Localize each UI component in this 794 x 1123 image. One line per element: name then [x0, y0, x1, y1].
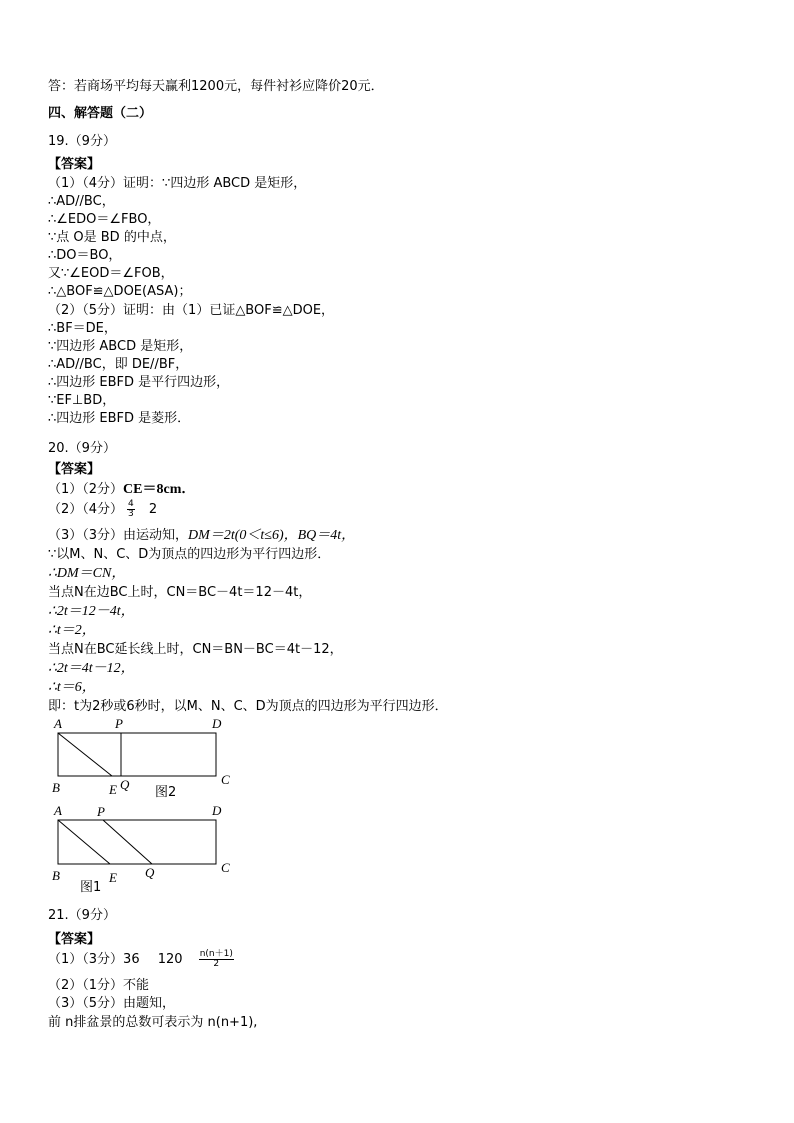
figure-1-caption: 图1	[80, 880, 102, 895]
q20-line-3-prefix: （3）（3分）由运动知，	[48, 528, 189, 543]
q20-line-10: ∴2t＝4t－12，	[48, 661, 135, 676]
segment-ae	[58, 820, 110, 864]
label-a: A	[54, 803, 62, 818]
q19-line-7: ∴△BOF≌△DOE(ASA)；	[48, 284, 192, 299]
q19-line-3: ∴∠EDO＝∠FBO，	[48, 212, 161, 227]
q20-line-1	[48, 482, 195, 498]
q19-answer-label: 【答案】	[48, 157, 101, 172]
q19-line-4: ∵点 O是 BD 的中点，	[48, 230, 176, 245]
label-b: B	[52, 780, 60, 795]
q20-line-2-value: 2	[148, 502, 158, 517]
q19-line-2: ∴AD//BC，	[48, 194, 115, 209]
segment-ae	[58, 733, 112, 776]
label-c: C	[221, 860, 230, 875]
label-b: B	[52, 868, 60, 883]
label-e: E	[109, 782, 117, 797]
figure-2	[40, 714, 240, 804]
q20-line-5: ∴DM＝CN，	[48, 566, 126, 581]
q20-line-2	[48, 500, 157, 520]
q20-line-3-math: DM＝2t(0＜t≤6)，BQ＝4t，	[188, 528, 356, 543]
figure-2-caption: 图2	[155, 785, 177, 800]
q20-line-2-prefix: （2）（4分）	[48, 502, 124, 517]
q21-line-3: （3）（5分）由题知，	[48, 996, 176, 1011]
fraction-denominator: 2	[213, 959, 220, 969]
q20-line-1-math: CE＝8cm．	[123, 482, 196, 497]
answer-18: 答：若商场平均每天赢利1200元，每件衬衫应降价20元．	[48, 79, 384, 94]
figure-1	[40, 802, 240, 898]
q21-line-1-value: 120	[157, 952, 183, 967]
label-q: Q	[120, 777, 130, 792]
q20-line-8: ∴t＝2，	[48, 623, 96, 638]
q20-line-6: 当点N在边BC上时，CN＝BC－4t＝12－4t，	[48, 585, 312, 600]
q20-line-1-prefix: （1）（2分）	[48, 482, 124, 497]
label-q: Q	[145, 865, 155, 880]
q20-line-3	[48, 528, 355, 544]
q19-line-14: ∴四边形 EBFD 是菱形．	[48, 411, 191, 426]
label-d: D	[212, 716, 222, 731]
q21-heading: 21.（9分）	[48, 908, 116, 923]
q21-answer-label: 【答案】	[48, 932, 101, 947]
segment-pq	[103, 820, 152, 864]
q19-heading: 19.（9分）	[48, 134, 116, 149]
q20-line-7: ∴2t＝12－4t，	[48, 604, 135, 619]
q19-line-12: ∴四边形 EBFD 是平行四边形，	[48, 375, 230, 390]
q19-line-11: ∴AD//BC，即 DE//BF，	[48, 357, 189, 372]
label-p: P	[97, 804, 105, 819]
q20-line-12: 即：t为2秒或6秒时，以M、N、C、D为顶点的四边形为平行四边形．	[48, 699, 448, 714]
q20-line-4: ∵以M、N、C、D为顶点的四边形为平行四边形．	[48, 547, 331, 562]
fraction-four-thirds	[127, 500, 135, 519]
q21-line-2: （2）（1分）不能	[48, 978, 150, 993]
q19-line-9: ∴BF＝DE，	[48, 321, 117, 336]
fraction-denominator: 3	[128, 509, 134, 519]
label-e: E	[109, 870, 117, 885]
q20-line-9: 当点N在BC延长线上时，CN＝BN－BC＝4t－12，	[48, 642, 343, 657]
label-a: A	[54, 716, 62, 731]
label-p: P	[115, 716, 123, 731]
q20-answer-label: 【答案】	[48, 462, 101, 477]
q19-line-10: ∵四边形 ABCD 是矩形，	[48, 339, 193, 354]
q21-line-4: 前 n排盆景的总数可表示为 n(n+1),	[48, 1015, 258, 1030]
q19-line-1: （1）（4分）证明：∵四边形 ABCD 是矩形，	[48, 176, 307, 191]
q19-line-13: ∵EF⊥BD，	[48, 393, 116, 408]
rectangle-abcd	[58, 733, 216, 776]
fraction-numerator: 4	[128, 499, 134, 509]
label-d: D	[212, 803, 222, 818]
q19-line-6: 又∵∠EOD＝∠FOB，	[48, 266, 174, 281]
q20-line-11: ∴t＝6，	[48, 680, 96, 695]
fraction-numerator: n(n＋1)	[199, 949, 233, 959]
q21-line-1-prefix: （1）（3分）36	[48, 952, 140, 967]
q19-line-8: （2）（5分）证明：由（1）已证△BOF≌△DOE，	[48, 303, 335, 318]
q20-heading: 20.（9分）	[48, 441, 116, 456]
q19-line-5: ∴DO＝BO，	[48, 248, 122, 263]
section-heading: 四、解答题（二）	[48, 106, 153, 121]
label-c: C	[221, 772, 230, 787]
q21-line-1	[48, 950, 238, 970]
rectangle-abcd	[58, 820, 216, 864]
fraction-n-n-plus-1-over-2	[199, 950, 234, 969]
